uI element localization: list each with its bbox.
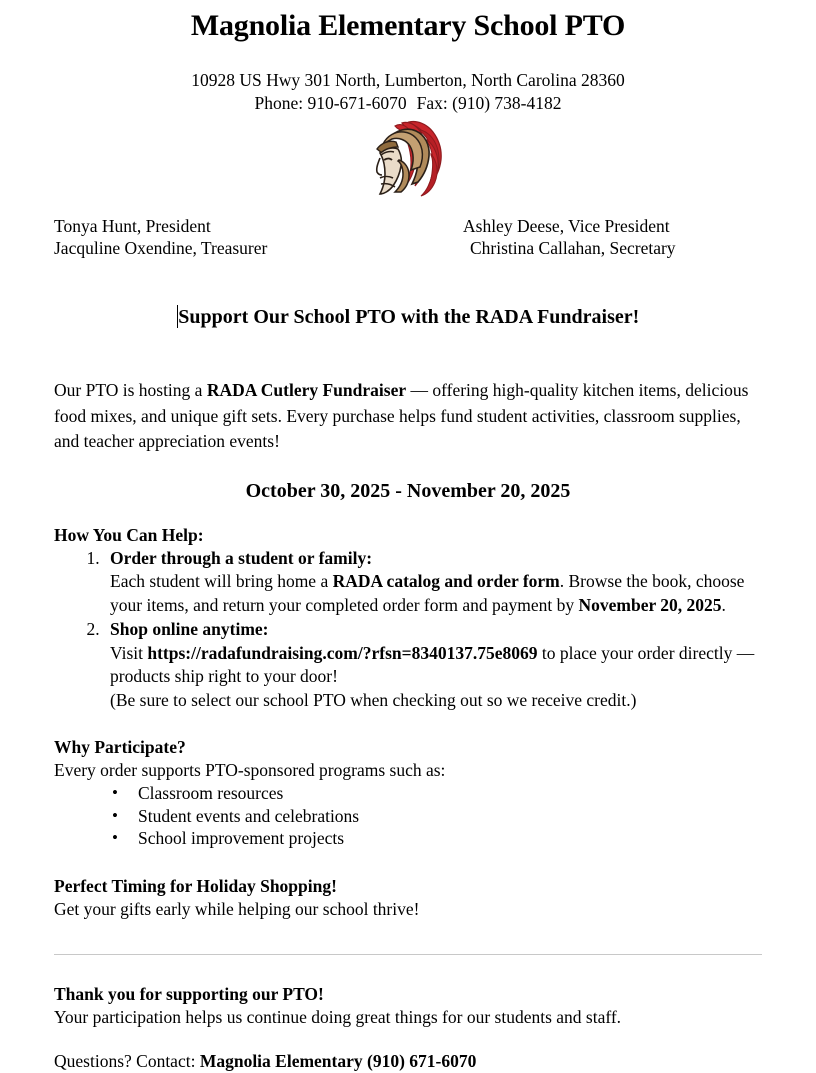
officer-vice-president: Ashley Deese, Vice President (463, 216, 670, 236)
officer-president: Tonya Hunt, President (54, 216, 211, 236)
officers-block (54, 215, 762, 259)
why-participate-subheading: Every order supports PTO-sponsored programs such as: (54, 760, 446, 780)
questions-contact: Magnolia Elementary (910) 671-6070 (199, 1050, 477, 1071)
help-item-1-text3: . (721, 594, 726, 615)
rada-fundraising-url[interactable]: https://radafundraising.com/?rfsn=8340137.75e8069 (147, 642, 538, 663)
officer-row (54, 237, 762, 259)
why-participate-list (54, 783, 762, 850)
thank-you-body: Your participation helps us continue doing great things for our students and staff. (54, 1006, 622, 1027)
school-logo (54, 118, 762, 200)
holiday-timing-body: Get your gifts early while helping our school thrive! (54, 898, 420, 919)
intro-text-part1: Our PTO is hosting a (54, 380, 207, 400)
intro-text-part2: — offering high-quality kitchen items, delicious food mixes, and unique gift sets. Every purchase helps fund student activities, classroom supplies, and teacher appreciation events! (54, 380, 749, 451)
how-you-can-help-list (54, 547, 762, 713)
phone-label: Phone: 910-671-6070 (254, 93, 407, 113)
list-item: • Classroom resources (112, 783, 762, 805)
thank-you-heading: Thank you for supporting our PTO! (54, 983, 324, 1004)
intro-paragraph (54, 378, 762, 455)
list-item: • Student events and celebrations (112, 806, 762, 828)
school-address: 10928 US Hwy 301 North, Lumberton, North Carolina 28360 (191, 70, 625, 90)
fundraiser-date-range: October 30, 2025 - November 20, 2025 (245, 479, 571, 502)
list-item: • School improvement projects (112, 828, 762, 850)
help-item-2-text2: to place your order directly — products ship right to your door! (110, 642, 755, 686)
how-you-can-help-heading: How You Can Help: (54, 524, 204, 545)
trojan-warrior-head-icon (365, 118, 451, 200)
list-item (104, 547, 762, 618)
help-item-1-text2: . Browse the book, choose your items, and return your completed order form and payment by (110, 571, 745, 615)
page-title: Magnolia Elementary School PTO (190, 9, 626, 42)
officer-row (54, 215, 762, 237)
fundraiser-headline (54, 304, 762, 330)
school-contact-line (54, 92, 762, 115)
help-item-2-body (110, 643, 754, 687)
intro-bold-fundraiser: RADA Cutlery Fundraiser (206, 380, 407, 400)
masthead (54, 0, 762, 115)
holiday-timing-heading: Perfect Timing for Holiday Shopping! (54, 875, 337, 896)
help-item-1-bold-deadline: November 20, 2025 (578, 594, 722, 615)
help-item-1-body (110, 571, 744, 615)
officer-treasurer: Jacquline Oxendine, Treasurer (54, 238, 268, 258)
help-item-1-title: Order through a student or family: (110, 547, 373, 568)
list-item (104, 618, 762, 712)
questions-contact-line (54, 1050, 762, 1073)
help-item-1-text1: Each student will bring home a (110, 571, 333, 591)
why-participate-heading: Why Participate? (54, 737, 186, 757)
help-item-2-text1: Visit (110, 642, 148, 663)
help-item-2-title: Shop online anytime: (110, 619, 269, 639)
section-divider (54, 954, 762, 955)
officer-secretary: Christina Callahan, Secretary (470, 238, 676, 258)
help-item-1-bold-catalog: RADA catalog and order form (332, 571, 560, 591)
help-item-2-note: (Be sure to select our school PTO when checking out so we receive credit.) (110, 689, 637, 710)
fundraiser-headline-text: Support Our School PTO with the RADA Fundraiser! (178, 306, 640, 328)
questions-prefix: Questions? Contact: (54, 1050, 200, 1071)
fax-label: Fax: (910) 738-4182 (416, 93, 562, 113)
